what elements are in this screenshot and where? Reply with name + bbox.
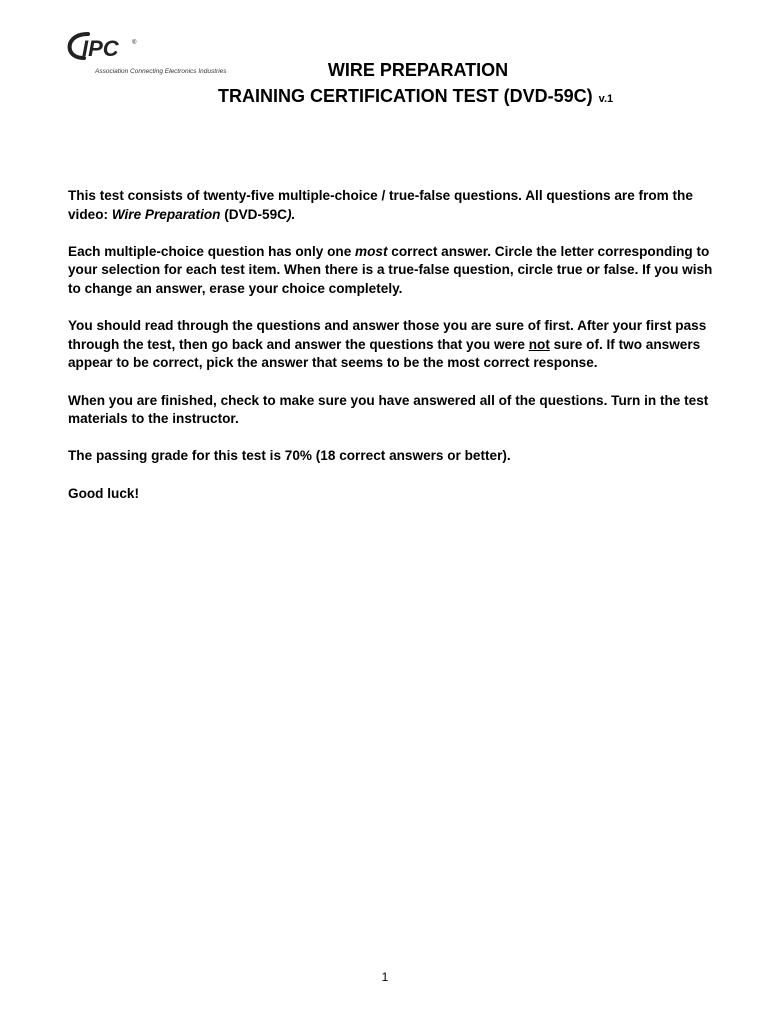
logo-tagline: Association Connecting Electronics Industries	[95, 68, 227, 75]
paragraph-6: Good luck!	[68, 485, 139, 501]
paragraph-2: Each multiple-choice question has only one most correct answer. Circle the letter corresponding to your selection for each test item. When there is a true-false question, circle true or false. If you wish to change an answer, erase your choice completely.	[68, 243, 713, 296]
paragraph-4: When you are finished, check to make sure you have answered all of the questions. Turn in the test materials to the instructor.	[68, 392, 709, 427]
instructions	[68, 187, 718, 522]
emphasis-most: most	[355, 243, 388, 259]
paragraph-3: You should read through the questions and answer those you are sure of first. After your first pass through the test, then go back and answer the questions that you were not sure of. If two answers appear to be correct, pick the answer that seems to be the most correct response.	[68, 318, 707, 371]
title-main: TRAINING CERTIFICATION TEST (DVD-59C)	[218, 86, 593, 106]
logo-text: IPC	[82, 36, 119, 61]
svg-text:®: ®	[132, 40, 137, 46]
paragraph-1: This test consists of twenty-five multiple-choice / true-false questions. All questions are from the video: Wire Preparation (DVD-59C).	[68, 188, 693, 222]
title-line-1: WIRE PREPARATION	[327, 60, 509, 80]
page-number: 1	[381, 970, 389, 984]
title-line-2	[218, 86, 613, 107]
video-title: Wire Preparation	[111, 206, 221, 222]
version-label: v.1	[598, 93, 614, 105]
paragraph-5: The passing grade for this test is 70% (18 correct answers or better).	[68, 448, 511, 464]
emphasis-not: not	[528, 336, 550, 352]
